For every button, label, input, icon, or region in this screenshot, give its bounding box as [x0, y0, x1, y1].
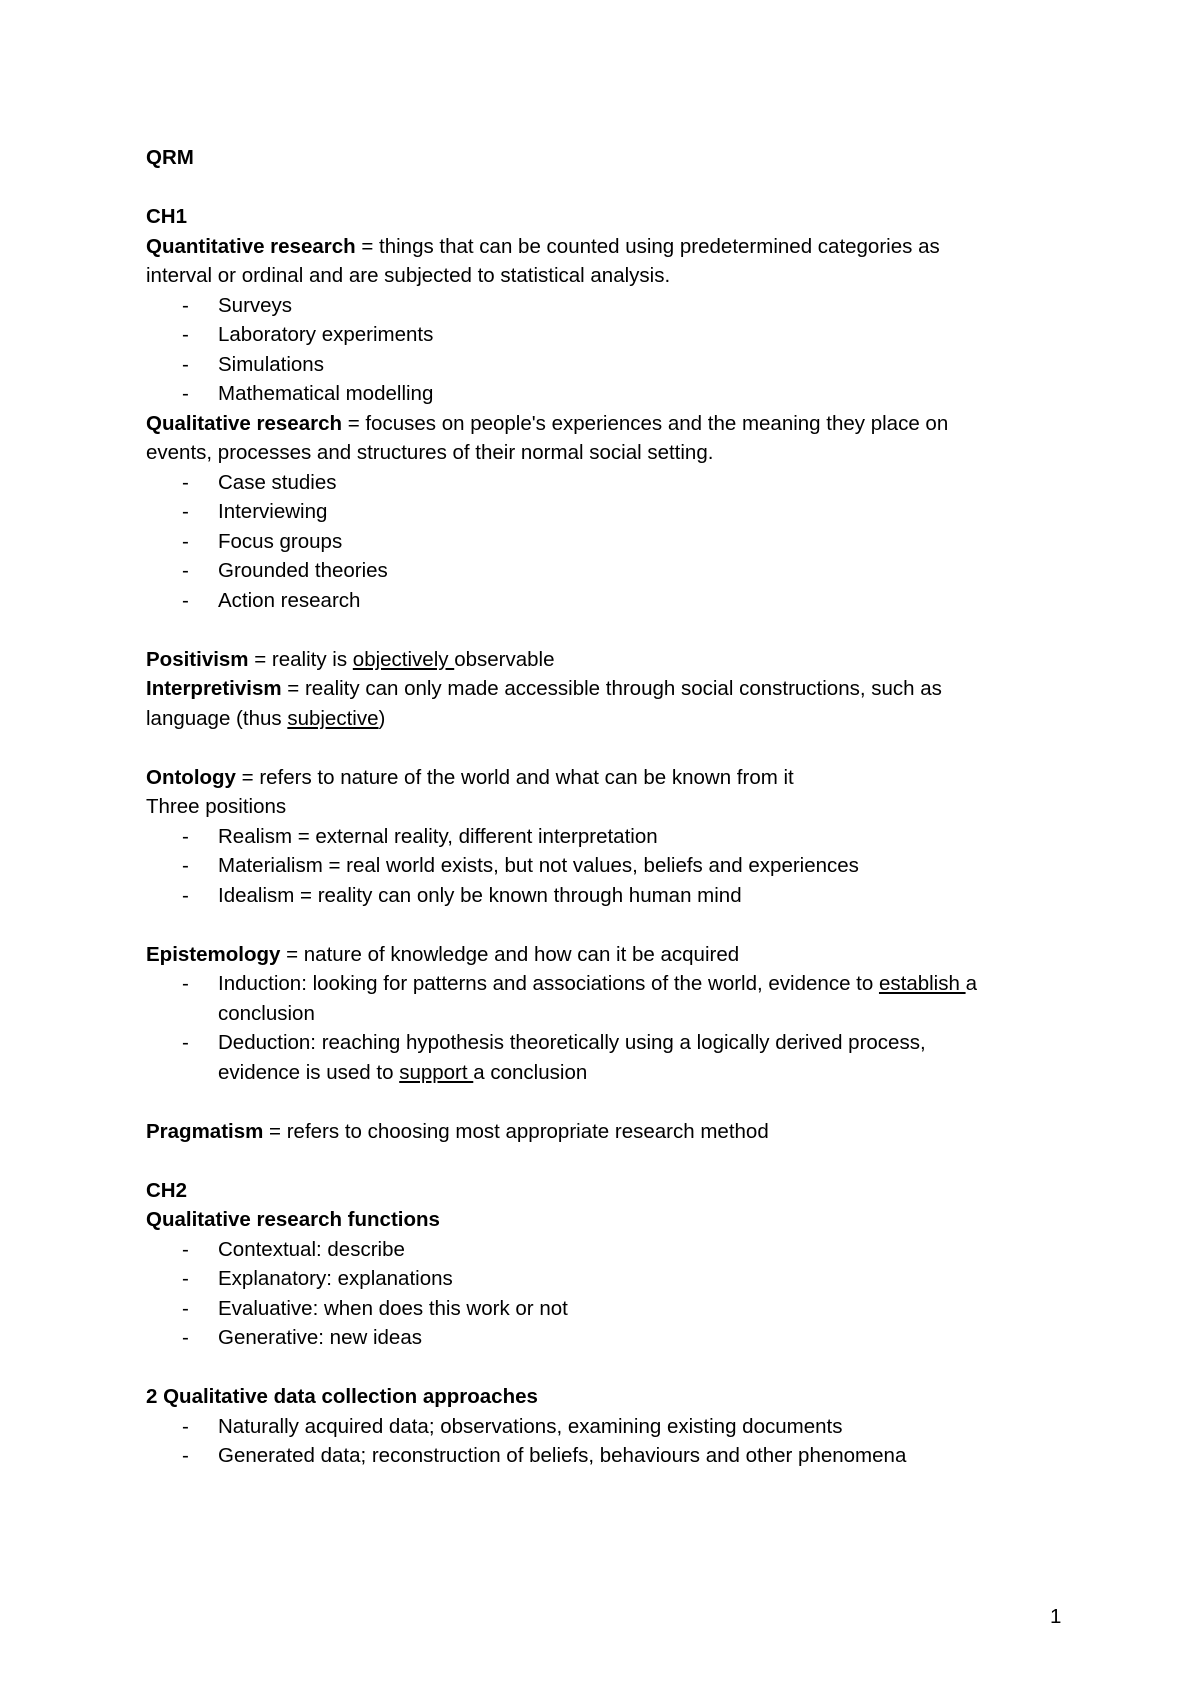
- list-item: - Laboratory experiments: [146, 320, 1066, 350]
- bullet-dash: -: [182, 1267, 189, 1290]
- pragmatism-definition: Pragmatism = refers to choosing most appropriate research method: [146, 1119, 769, 1143]
- spacer: [146, 173, 1066, 203]
- bullet-dash: -: [182, 352, 189, 376]
- list-item: - Generative: new ideas: [146, 1323, 1066, 1353]
- ontology-definition: Ontology = refers to nature of the world and what can be known from it: [146, 765, 794, 789]
- document-page: [146, 143, 1066, 1471]
- list-item: - Naturally acquired data; observations, examining existing documents: [146, 1412, 1066, 1442]
- bullet-dash: -: [182, 1414, 189, 1438]
- definition-text: = focuses on people's experiences and the meaning they place on: [342, 411, 949, 435]
- bullet-dash: -: [182, 529, 189, 553]
- bullet-dash: -: [182, 559, 189, 582]
- bullet-dash: -: [182, 824, 189, 848]
- list-item: - Action research: [146, 586, 1066, 616]
- list-item: - Contextual: describe: [146, 1235, 1066, 1265]
- list-item-deduction: - Deduction: reaching hypothesis theoretically using a logically derived process,: [146, 1028, 1066, 1058]
- bullet-dash: -: [182, 883, 189, 907]
- term-positivism: Positivism: [146, 647, 249, 671]
- epistemology-definition: Epistemology = nature of knowledge and how can it be acquired: [146, 942, 740, 966]
- definition-text: = things that can be counted using predetermined categories as: [355, 234, 940, 258]
- list-item: - Focus groups: [146, 527, 1066, 557]
- positivism-definition: Positivism = reality is objectively observable: [146, 647, 555, 671]
- spacer: [146, 615, 1066, 645]
- bullet-dash: -: [182, 1444, 189, 1467]
- bullet-dash: -: [182, 470, 189, 494]
- list-item: - Evaluative: when does this work or not: [146, 1294, 1066, 1324]
- underlined-word: subjective: [287, 706, 379, 730]
- list-item-induction: - Induction: looking for patterns and associations of the world, evidence to establish a: [146, 969, 1066, 999]
- page-number: 1: [1050, 1605, 1062, 1628]
- definition-continuation: events, processes and structures of their normal social setting.: [146, 441, 714, 464]
- list-item: - Idealism = reality can only be known through human mind: [146, 881, 1066, 911]
- term-ontology: Ontology: [146, 765, 236, 789]
- bullet-dash: -: [182, 500, 189, 523]
- bullet-dash: -: [182, 972, 189, 995]
- spacer: [146, 1146, 1066, 1176]
- list-item: - Grounded theories: [146, 556, 1066, 586]
- bullet-dash: -: [182, 1237, 189, 1261]
- bullet-dash: -: [182, 323, 189, 346]
- list-item-continuation: evidence is used to support a conclusion: [218, 1060, 588, 1084]
- bullet-dash: -: [182, 588, 189, 612]
- spacer: [146, 733, 1066, 763]
- list-item: - Surveys: [146, 291, 1066, 321]
- underlined-word: establish: [878, 972, 966, 995]
- bullet-dash: -: [182, 1326, 189, 1349]
- qualitative-definition: [146, 409, 1066, 439]
- list-item: - Interviewing: [146, 497, 1066, 527]
- list-item: - Case studies: [146, 468, 1066, 498]
- ontology-subheading: Three positions: [146, 795, 287, 818]
- spacer: [146, 910, 1066, 940]
- section-heading-functions: Qualitative research functions: [146, 1208, 440, 1231]
- bullet-dash: -: [182, 382, 189, 405]
- list-item: - Explanatory: explanations: [146, 1264, 1066, 1294]
- bullet-dash: -: [182, 1031, 189, 1054]
- definition-continuation: interval or ordinal and are subjected to statistical analysis.: [146, 264, 671, 287]
- interpretivism-definition: Interpretivism = reality can only made accessible through social constructions, such as: [146, 677, 942, 700]
- list-item: - Realism = external reality, different interpretation: [146, 822, 1066, 852]
- spacer: [146, 1353, 1066, 1383]
- list-item: - Materialism = real world exists, but not values, beliefs and experiences: [146, 851, 1066, 881]
- bullet-dash: -: [182, 293, 189, 317]
- term-quantitative: Quantitative research: [146, 234, 356, 258]
- chapter-heading-ch2: CH2: [146, 1178, 188, 1202]
- list-item-continuation: conclusion: [218, 1001, 315, 1025]
- term-qualitative: Qualitative research: [146, 411, 342, 435]
- underlined-word: objectively: [352, 647, 455, 671]
- list-item: - Mathematical modelling: [146, 379, 1066, 409]
- bullet-dash: -: [182, 854, 189, 877]
- chapter-heading-ch1: CH1: [146, 205, 188, 228]
- definition-continuation: language (thus subjective): [146, 706, 386, 730]
- list-item: - Generated data; reconstruction of beliefs, behaviours and other phenomena: [146, 1441, 1066, 1471]
- quantitative-definition: [146, 232, 1066, 262]
- document-title: QRM: [146, 146, 194, 169]
- spacer: [146, 1087, 1066, 1117]
- underlined-word: support: [399, 1060, 474, 1084]
- term-pragmatism: Pragmatism: [146, 1119, 264, 1143]
- list-item: - Simulations: [146, 350, 1066, 380]
- term-interpretivism: Interpretivism: [146, 677, 282, 700]
- term-epistemology: Epistemology: [146, 942, 281, 966]
- section-heading-approaches: 2 Qualitative data collection approaches: [146, 1385, 538, 1408]
- bullet-dash: -: [182, 1296, 189, 1320]
